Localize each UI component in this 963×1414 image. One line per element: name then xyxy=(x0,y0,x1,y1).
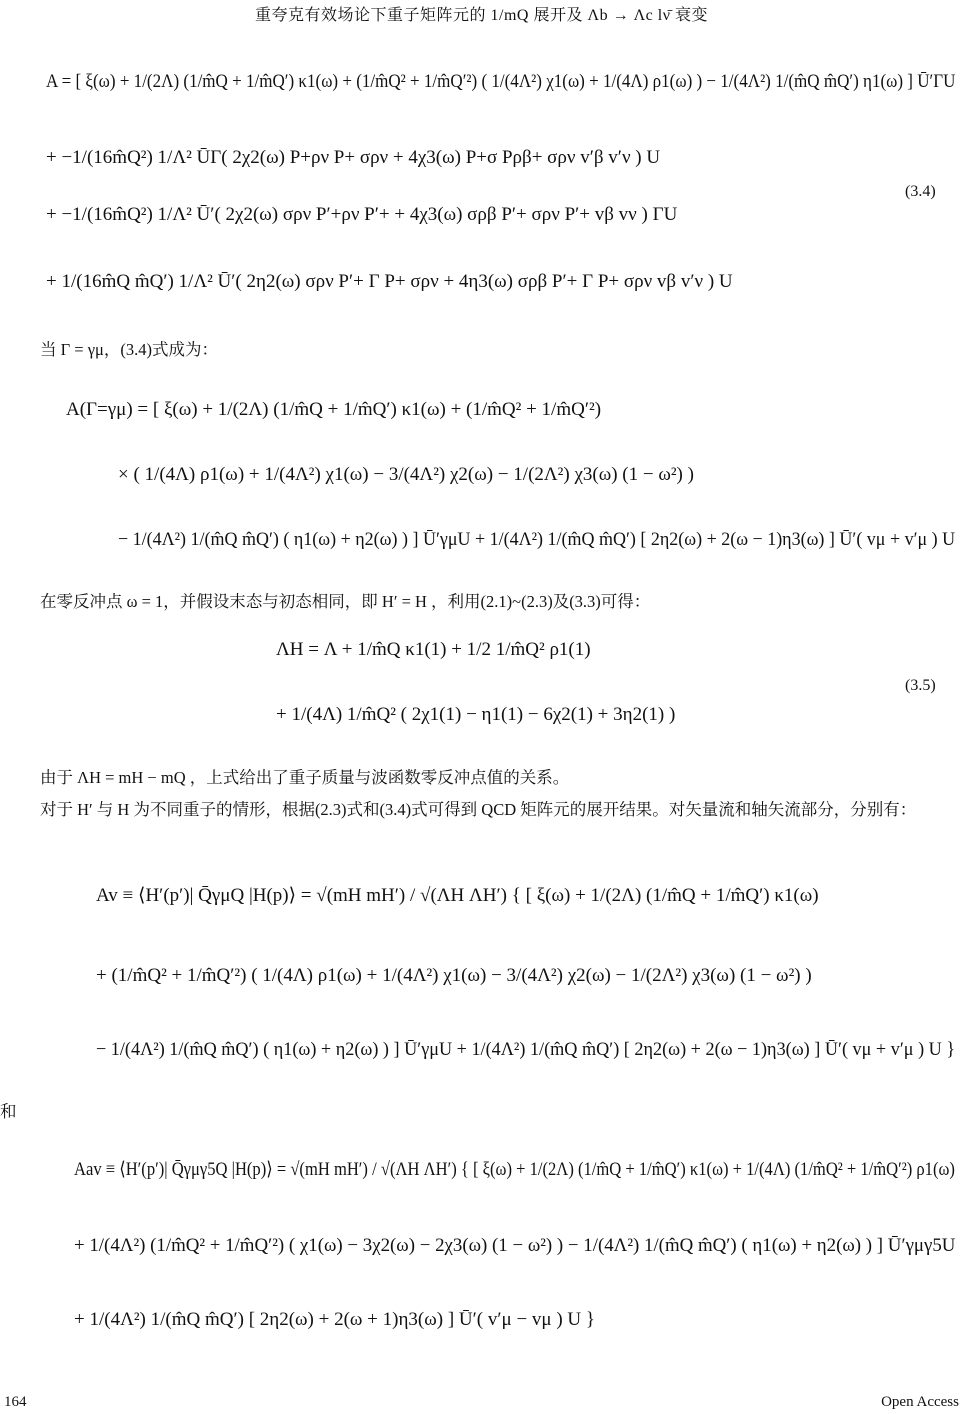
paragraph-text: 在零反冲点 ω = 1，并假设末态与初态相同，即 H′ = H ，利用(2.1)~(2.3)及(3.3)可得： xyxy=(40,592,651,611)
equation-3-4-line-3: + −1/(16m̂Q²) 1/Λ² Ū′( 2χ2(ω) σρν P′+ρν P′+ + 4χ3(ω) σρβ P′+ σρν P′+ vβ vν ) ΓU xyxy=(46,204,678,225)
equation-number: (3.5) xyxy=(905,677,936,694)
equation-gamma-line-2: × ( 1/(4Λ) ρ1(ω) + 1/(4Λ²) χ1(ω) − 3/(4Λ²) χ2(ω) − 1/(2Λ²) χ3(ω) (1 − ω²) ) xyxy=(118,464,694,485)
page-number: 164 xyxy=(4,1394,27,1410)
equation-av-line-1: Av ≡ ⟨H′(p′)| Q̄γμQ |H(p)⟩ = √(mH mH′) / √(ΛH ΛH′) { [ ξ(ω) + 1/(2Λ) (1/m̂Q + 1/m̂Q′) κ1(ω) xyxy=(96,885,819,906)
paragraph-since xyxy=(0,764,963,791)
equation-av-line-2: + (1/m̂Q² + 1/m̂Q′²) ( 1/(4Λ) ρ1(ω) + 1/(4Λ²) χ1(ω) − 3/(4Λ²) χ2(ω) − 1/(2Λ²) χ3(ω) (1 − ω²) ) xyxy=(96,965,812,986)
equation-aav-line-1: Aav ≡ ⟨H′(p′)| Q̄γμγ5Q |H(p)⟩ = √(mH mH′) / √(ΛH ΛH′) { [ ξ(ω) + 1/(2Λ) (1/m̂Q + 1/m̂Q′) κ1(ω) + 1/(4Λ) (1/m̂Q² + 1/m̂Q′²) ρ1(ω) xyxy=(74,1159,955,1180)
equation-3-4-line-4: + 1/(16m̂Q m̂Q′) 1/Λ² Ū′( 2η2(ω) σρν P′+ Γ P+ σρν + 4η3(ω) σρβ P′+ Γ P+ σρν vβ v′ν ) U xyxy=(46,271,733,292)
journal-footer: Open Access xyxy=(881,1394,959,1410)
equation-number: (3.4) xyxy=(905,183,936,200)
equation-3-5-line-1: ΛH = Λ + 1/m̂Q κ1(1) + 1/2 1/m̂Q² ρ1(1) xyxy=(276,639,591,660)
equation-3-5-line-2: + 1/(4Λ) 1/m̂Q² ( 2χ1(1) − η1(1) − 6χ2(1) + 3η2(1) ) xyxy=(276,704,676,725)
equation-aav-line-2: + 1/(4Λ²) (1/m̂Q² + 1/m̂Q′²) ( χ1(ω) − 3χ2(ω) − 2χ3(ω) (1 − ω²) ) − 1/(4Λ²) 1/(m̂Q m̂Q′) ( η1(ω) + η2(ω) ) ] Ū′γμγ5U xyxy=(74,1235,956,1256)
equation-gamma-line-3: − 1/(4Λ²) 1/(m̂Q m̂Q′) ( η1(ω) + η2(ω) ) ] Ū′γμU + 1/(4Λ²) 1/(m̂Q m̂Q′) [ 2η2(ω) + 2(ω − 1)η3(ω) ] Ū′( vμ + v′μ ) U xyxy=(118,529,956,550)
paragraph-text: 由于 ΛH = mH − mQ ，上式给出了重子质量与波函数零反冲点值的关系。 xyxy=(40,768,570,787)
paragraph-and xyxy=(0,1098,963,1125)
paragraph-text: 对于 H′ 与 H 为不同重子的情形，根据(2.3)式和(3.4)式可得到 QCD 矩阵元的展开结果。对矢量流和轴矢流部分，分别有： xyxy=(40,800,917,819)
equation-aav-line-3: + 1/(4Λ²) 1/(m̂Q m̂Q′) [ 2η2(ω) + 2(ω + 1)η3(ω) ] Ū′( v′μ − vμ ) U } xyxy=(74,1309,596,1330)
equation-gamma-line-1: A(Γ=γμ) = [ ξ(ω) + 1/(2Λ) (1/m̂Q + 1/m̂Q′) κ1(ω) + (1/m̂Q² + 1/m̂Q′²) xyxy=(66,399,602,420)
equation-3-4-line-1: A = [ ξ(ω) + 1/(2Λ) (1/m̂Q + 1/m̂Q′) κ1(ω) + (1/m̂Q² + 1/m̂Q′²) ( 1/(4Λ²) χ1(ω) + 1/(4Λ) ρ1(ω) ) − 1/(4Λ²) 1/(m̂Q m̂Q′) η1(ω) ] Ū′ΓU xyxy=(46,71,956,92)
running-header: 重夸克有效场论下重子矩阵元的 1/mQ 展开及 Λb → Λc lν̄ 衰变 xyxy=(255,7,708,24)
paragraph-for-diff xyxy=(0,796,963,823)
equation-3-4-line-2: + −1/(16m̂Q²) 1/Λ² ŪΓ( 2χ2(ω) P+ρν P+ σρν + 4χ3(ω) P+σ Pρβ+ σρν v′β v′ν ) U xyxy=(46,147,661,168)
paragraph-text: 和 xyxy=(0,1102,17,1121)
equation-av-line-3: − 1/(4Λ²) 1/(m̂Q m̂Q′) ( η1(ω) + η2(ω) ) ] Ū′γμU + 1/(4Λ²) 1/(m̂Q m̂Q′) [ 2η2(ω) + 2(ω − 1)η3(ω) ] Ū′( vμ + v′μ ) U } xyxy=(96,1039,956,1060)
paragraph-when-gamma xyxy=(0,336,963,363)
paragraph-text: 当 Γ = γμ，(3.4)式成为： xyxy=(40,340,218,359)
paragraph-zero-recoil xyxy=(0,588,963,615)
